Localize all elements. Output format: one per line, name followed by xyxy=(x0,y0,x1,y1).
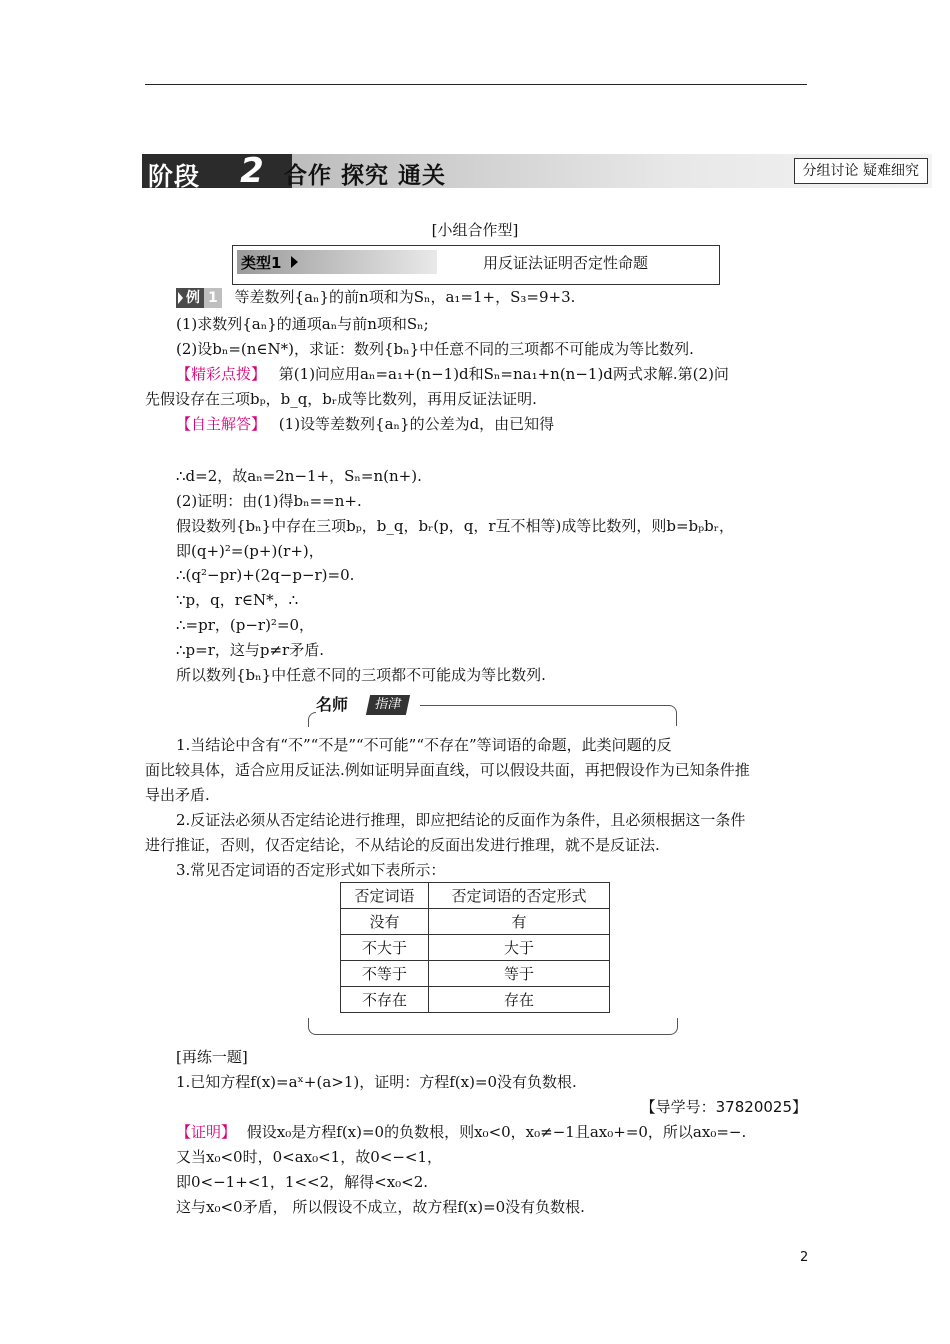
header-rule xyxy=(145,84,807,85)
stage-title-bar xyxy=(284,154,932,189)
table-cell: 不存在 xyxy=(341,987,429,1013)
type-title: 用反证法证明否定性命题 xyxy=(483,254,649,272)
solution-line: 即(q+)²=(p+)(r+)， xyxy=(176,542,324,560)
practice-question: 1.已知方程f(x)=aˣ+(a>1)，证明：方程f(x)=0没有负数根. xyxy=(176,1073,577,1091)
proof-line: 即0<−1+<1，1<<2，解得<x₀<2. xyxy=(176,1173,429,1191)
hint-line-1 xyxy=(176,363,729,385)
stage-badge xyxy=(142,151,292,191)
solution-intro: (1)设等差数列{aₙ}的公差为d，由已知得 xyxy=(278,415,555,433)
solution-line: ∴p=r，这与p≠r矛盾. xyxy=(176,641,324,659)
teacher-paragraph-line: 3.常见否定词语的否定形式如下表所示： xyxy=(176,861,446,879)
solution-line-1 xyxy=(176,413,554,435)
table-cell: 不等于 xyxy=(341,961,429,987)
group-label: [小组合作型] xyxy=(431,221,519,239)
proof-text: 假设x₀是方程f(x)=0的负数根，则x₀<0，x₀≠−1且ax₀+=0，所以ax₀=−. xyxy=(246,1123,747,1141)
teacher-box-rule xyxy=(420,705,670,706)
stage-label: 阶段 xyxy=(148,162,201,191)
stage-banner xyxy=(142,151,932,191)
table-row xyxy=(341,935,610,961)
table-cell: 有 xyxy=(429,909,610,935)
type-box xyxy=(232,245,720,285)
table-row xyxy=(341,961,610,987)
proof-line: 这与x₀<0矛盾， 所以假设不成立，故方程f(x)=0没有负数根. xyxy=(176,1198,585,1216)
table-header-row xyxy=(341,883,610,909)
teacher-paragraph-line: 进行推证，否则，仅否定结论，不从结论的反面出发进行推理，就不是反证法. xyxy=(145,836,660,854)
solution-line: 所以数列{bₙ}中任意不同的三项都不可能成为等比数列. xyxy=(176,666,546,684)
table-cell: 等于 xyxy=(429,961,610,987)
example-tag: 例 xyxy=(176,288,204,308)
negation-table xyxy=(340,882,610,1013)
guide-number: 【导学号：37820025】 xyxy=(640,1098,807,1116)
teacher-heading xyxy=(316,694,412,716)
example-line-1 xyxy=(176,286,575,308)
proof-label: 【证明】 xyxy=(176,1123,237,1141)
example-text-3: (2)设bₙ=(n∈N*)，求证：数列{bₙ}中任意不同的三项都不可能成为等比数列. xyxy=(176,340,694,358)
proof-line: 又当x₀<0时，0<ax₀<1，故0<−<1， xyxy=(176,1148,443,1166)
teacher-paragraph-line: 导出矛盾. xyxy=(145,786,210,804)
stage-title: 合作 探究 通关 xyxy=(284,163,447,189)
hint-label: 【精彩点拨】 xyxy=(176,365,267,383)
hint-text-2: 先假设存在三项bₚ，b_q，bᵣ成等比数列，再用反证法证明. xyxy=(145,390,537,408)
teacher-paragraph-line: 2.反证法必须从否定结论进行推理，即应把结论的反面作为条件，且必须根据这一条件 xyxy=(176,811,746,829)
table-header: 否定词语的否定形式 xyxy=(429,883,610,909)
table-cell: 不大于 xyxy=(341,935,429,961)
type-label: 类型1 xyxy=(241,254,282,272)
arrow-right-icon xyxy=(291,256,298,268)
teacher-subtitle: 指津 xyxy=(366,695,410,715)
page-number: 2 xyxy=(800,1250,809,1265)
teacher-box-bottom xyxy=(308,1018,678,1035)
solution-label: 【自主解答】 xyxy=(176,415,267,433)
table-cell: 存在 xyxy=(429,987,610,1013)
stage-number: 2 xyxy=(240,151,264,191)
teacher-title: 名师 xyxy=(316,694,376,716)
solution-line: ∴(q²−pr)+(2q−p−r)=0. xyxy=(176,566,355,584)
stage-tag: 分组讨论 疑难细究 xyxy=(794,158,928,184)
practice-label: [再练一题] xyxy=(176,1048,248,1066)
solution-line: 假设数列{bₙ}中存在三项bₚ，b_q，bᵣ(p，q，r互不相等)成等比数列，则b=bₚbᵣ， xyxy=(176,517,734,535)
type-label-bar xyxy=(237,250,437,274)
hint-text-1: 第(1)问应用aₙ=a₁+(n−1)d和Sₙ=na₁+n(n−1)d两式求解.第(2)问 xyxy=(278,365,729,383)
table-header: 否定词语 xyxy=(341,883,429,909)
solution-line: ∴d=2，故aₙ=2n−1+，Sₙ=n(n+). xyxy=(176,467,422,485)
teacher-paragraph-line: 1.当结论中含有“不”“不是”“不可能”“不存在”等词语的命题，此类问题的反 xyxy=(176,736,672,754)
teacher-paragraph-line: 面比较具体，适合应用反证法.例如证明异面直线，可以假设共面，再把假设作为已知条件推 xyxy=(145,761,750,779)
solution-line: ∵p，q，r∈N*，∴ xyxy=(176,591,299,609)
table-cell: 没有 xyxy=(341,909,429,935)
example-text-2: (1)求数列{aₙ}的通项aₙ与前n项和Sₙ; xyxy=(176,315,429,333)
table-cell: 大于 xyxy=(429,935,610,961)
proof-line-1 xyxy=(176,1121,746,1143)
table-row xyxy=(341,909,610,935)
example-number: 1 xyxy=(204,288,222,308)
table-row xyxy=(341,987,610,1013)
solution-line: (2)证明：由(1)得bₙ==n+. xyxy=(176,492,362,510)
teacher-box-corner-right xyxy=(668,705,677,726)
example-text-1: 等差数列{aₙ}的前n项和为Sₙ，a₁=1+，S₃=9+3. xyxy=(234,288,576,306)
solution-line: ∴=pr，(p−r)²=0， xyxy=(176,616,315,634)
